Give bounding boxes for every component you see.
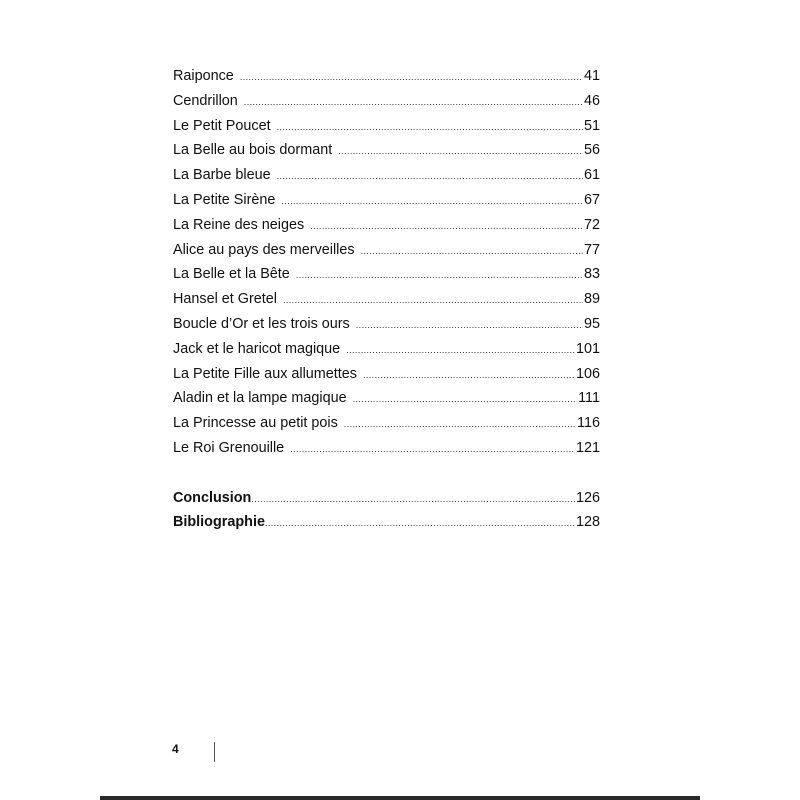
toc-entry-page: 61 bbox=[583, 167, 600, 184]
toc-entry-title: Le Roi Grenouille bbox=[173, 439, 285, 456]
toc-dot-leader bbox=[338, 139, 583, 164]
toc-dot-leader bbox=[346, 338, 575, 363]
toc-entries bbox=[173, 64, 600, 461]
toc-dot-leader bbox=[240, 65, 583, 90]
toc-entry bbox=[173, 188, 600, 213]
toc-entry-title: Cendrillon bbox=[173, 92, 238, 109]
toc-entry bbox=[173, 138, 600, 163]
toc-entry-title: Le Petit Poucet bbox=[173, 117, 271, 134]
toc-entry-title: Conclusion bbox=[173, 489, 252, 506]
toc-dot-leader bbox=[361, 239, 583, 264]
toc-entry-title: Raiponce bbox=[173, 68, 234, 84]
toc-dot-leader bbox=[277, 115, 583, 140]
toc-entry-page: 46 bbox=[583, 92, 600, 109]
toc-dot-leader bbox=[356, 313, 583, 338]
toc-dot-leader bbox=[296, 263, 583, 288]
toc-entry-page: 72 bbox=[583, 216, 600, 233]
toc-entry-page: 77 bbox=[583, 241, 600, 258]
footer-divider bbox=[214, 742, 215, 762]
toc-dot-leader bbox=[265, 511, 575, 536]
toc-dot-leader bbox=[290, 437, 575, 462]
toc-entry-title: Alice au pays des merveilles bbox=[173, 241, 355, 258]
toc-entry-title: La Petite Sirène bbox=[173, 191, 276, 208]
toc-entry-title: Bibliographie bbox=[173, 514, 265, 531]
toc-entry-title: La Reine des neiges bbox=[173, 216, 305, 233]
toc-entry bbox=[173, 386, 600, 411]
toc-dot-leader bbox=[244, 90, 583, 115]
toc-entry-page: 126 bbox=[575, 489, 600, 506]
toc-entry-page: 51 bbox=[583, 117, 600, 134]
toc-back-matter bbox=[173, 486, 600, 536]
table-of-contents bbox=[173, 64, 600, 535]
toc-entry bbox=[173, 163, 600, 188]
toc-entry-page: 67 bbox=[583, 191, 600, 208]
toc-entry-page: 101 bbox=[575, 340, 600, 357]
toc-dot-leader bbox=[283, 288, 583, 313]
toc-entry bbox=[173, 114, 600, 139]
toc-entry bbox=[173, 89, 600, 114]
toc-entry-page: 56 bbox=[583, 142, 600, 159]
toc-dot-leader bbox=[277, 164, 583, 189]
bottom-edge-bar bbox=[100, 796, 700, 800]
toc-entry-title: La Petite Fille aux allumettes bbox=[173, 365, 357, 382]
toc-dot-leader bbox=[281, 189, 583, 214]
toc-entry-page: 128 bbox=[575, 514, 600, 531]
toc-dot-leader bbox=[363, 363, 575, 388]
toc-entry bbox=[173, 337, 600, 362]
toc-entry-title: Boucle d’Or et les trois ours bbox=[173, 315, 350, 332]
toc-dot-leader bbox=[310, 214, 583, 239]
toc-entry-page: 106 bbox=[575, 365, 600, 382]
toc-entry-page: 95 bbox=[583, 315, 600, 332]
page-number: 4 bbox=[172, 742, 179, 756]
toc-entry-title: La Barbe bleue bbox=[173, 167, 271, 184]
toc-entry-title: La Belle et la Bête bbox=[173, 266, 290, 283]
toc-dot-leader bbox=[353, 387, 578, 412]
toc-gap bbox=[173, 461, 600, 486]
toc-entry bbox=[173, 510, 600, 535]
toc-entry bbox=[173, 213, 600, 238]
toc-entry-page: 111 bbox=[578, 390, 600, 407]
toc-entry bbox=[173, 262, 600, 287]
toc-entry bbox=[173, 436, 600, 461]
toc-entry-page: 83 bbox=[583, 266, 600, 283]
toc-entry-page: 116 bbox=[577, 415, 600, 432]
toc-entry bbox=[173, 312, 600, 337]
toc-entry bbox=[173, 64, 600, 89]
toc-entry bbox=[173, 362, 600, 387]
toc-entry bbox=[173, 287, 600, 312]
toc-entry bbox=[173, 486, 600, 511]
toc-entry-page: 41 bbox=[583, 68, 600, 84]
toc-entry bbox=[173, 411, 600, 436]
toc-entry-title: Jack et le haricot magique bbox=[173, 340, 341, 357]
toc-entry-title: Aladin et la lampe magique bbox=[173, 390, 347, 407]
toc-dot-leader bbox=[251, 487, 575, 512]
toc-entry-page: 89 bbox=[583, 291, 600, 308]
toc-entry-title: La Princesse au petit pois bbox=[173, 415, 338, 432]
toc-entry-title: La Belle au bois dormant bbox=[173, 142, 333, 159]
toc-entry-page: 121 bbox=[575, 439, 600, 456]
toc-entry bbox=[173, 238, 600, 263]
toc-dot-leader bbox=[344, 412, 576, 437]
toc-entry-title: Hansel et Gretel bbox=[173, 291, 277, 308]
